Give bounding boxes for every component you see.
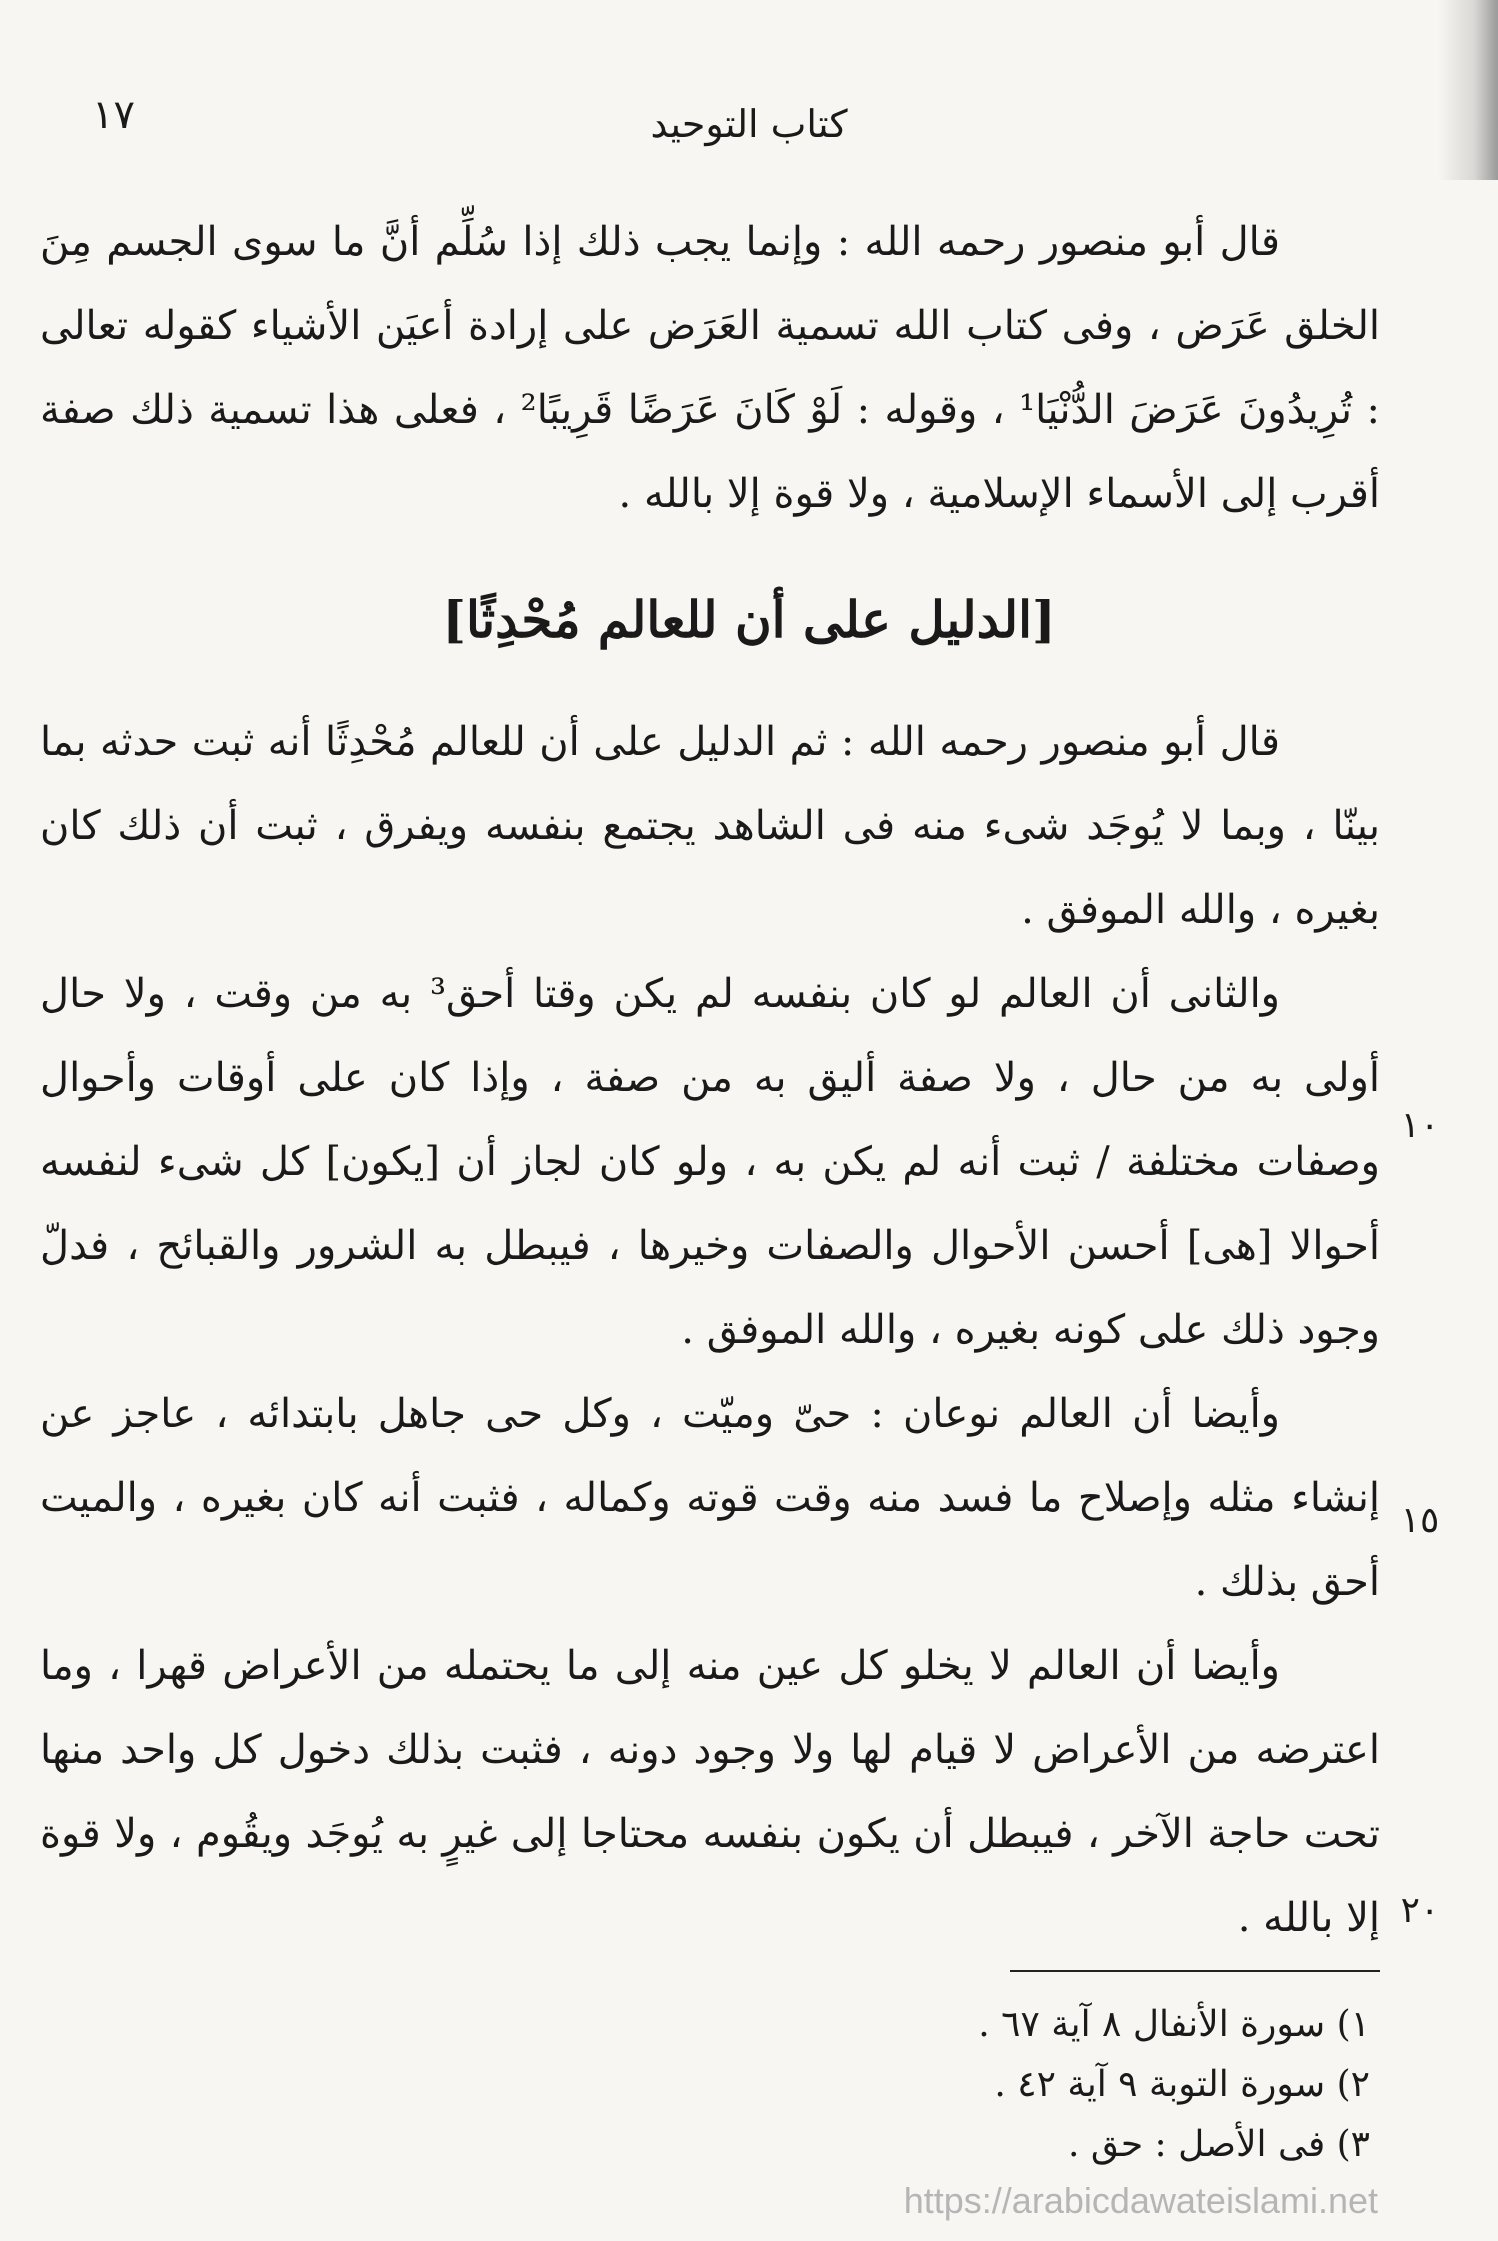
paragraph: وأيضا أن العالم نوعان : حىّ وميّت ، وكل حى جاهل بابتدائه ، عاجز عن إنشاء مثله وإصلاح ما فسد منه وقت قوته وكماله ، فثبت أنه كان بغيره ، والميت أحق بذلك .: [40, 1391, 1380, 1605]
paragraph: وأيضا أن العالم لا يخلو كل عين منه إلى ما يحتمله من الأعراض قهرا ، وما اعترضه من الأعراض لا قيام لها ولا وجود دونه ، فثبت بذلك دخول كل واحد منها تحت حاجة الآخر ، فيبطل أن يكون بنفسه محتاجا إلى غيرٍ به يُوجَد ويقُوم ، ولا قوة إلا بالله .: [40, 1643, 1380, 1941]
section-heading: [الدليل على أن للعالم مُحْدِثًا]: [442, 590, 1056, 649]
paragraph: قال أبو منصور رحمه الله : وإنما يجب ذلك إذا سُلِّم أنَّ ما سوى الجسم مِنَ الخلق عَرَض ، وفى كتاب الله تسمية العَرَض على إرادة أعيَن الأشياء كقوله تعالى : تُرِيدُونَ عَرَضَ الدُّنْيَا¹ ، وقوله : لَوْ كَانَ عَرَضًا قَرِيبًا² ، فعلى هذا تسمية ذلك صفة أقرب إلى الأسماء الإسلامية ، ولا قوة إلا بالله .: [40, 219, 1380, 517]
line-number: ١٥: [1400, 1500, 1440, 1541]
section-body: [40, 700, 1380, 1960]
paragraph: قال أبو منصور رحمه الله : ثم الدليل على أن للعالم مُحْدِثًا أنه ثبت حدثه بما بينّا ، وبما لا يُوجَد شىء منه فى الشاهد يجتمع بنفسه ويفرق ، ثبت أن ذلك كان بغيره ، والله الموفق .: [40, 719, 1380, 933]
opening-paragraph-block: [40, 200, 1380, 536]
paragraph: والثانى أن العالم لو كان بنفسه لم يكن وقتا أحق³ به من وقت ، ولا حال أولى به من حال ، ولا صفة أليق به من صفة ، وإذا كان على أوقات وأحوال وصفات مختلفة / ثبت أنه لم يكن به ، ولو كان لجاز أن [يكون] كل شىء لنفسه أحوالا [هى] أحسن الأحوال والصفات وخيرها ، فيبطل به الشرور والقبائح ، فدلّ وجود ذلك على كونه بغيره ، والله الموفق .: [40, 971, 1380, 1353]
watermark-url: https://arabicdawateislami.net: [903, 2180, 1378, 2221]
footnotes: [700, 1995, 1370, 2175]
page-edge-shadow: [1438, 0, 1498, 180]
footnote: ١) سورة الأنفال ٨ آية ٦٧ .: [978, 2004, 1370, 2045]
footnote: ٢) سورة التوبة ٩ آية ٤٢ .: [994, 2064, 1370, 2105]
footnote: ٣) فى الأصل : حق .: [1067, 2124, 1370, 2165]
line-number: ٢٠: [1400, 1890, 1440, 1931]
running-title: كتاب التوحيد: [650, 102, 848, 146]
page-header: [0, 92, 1498, 152]
line-number: ١٠: [1400, 1105, 1440, 1146]
footnote-divider: [1010, 1970, 1380, 1972]
page-number: ١٧: [92, 92, 135, 138]
